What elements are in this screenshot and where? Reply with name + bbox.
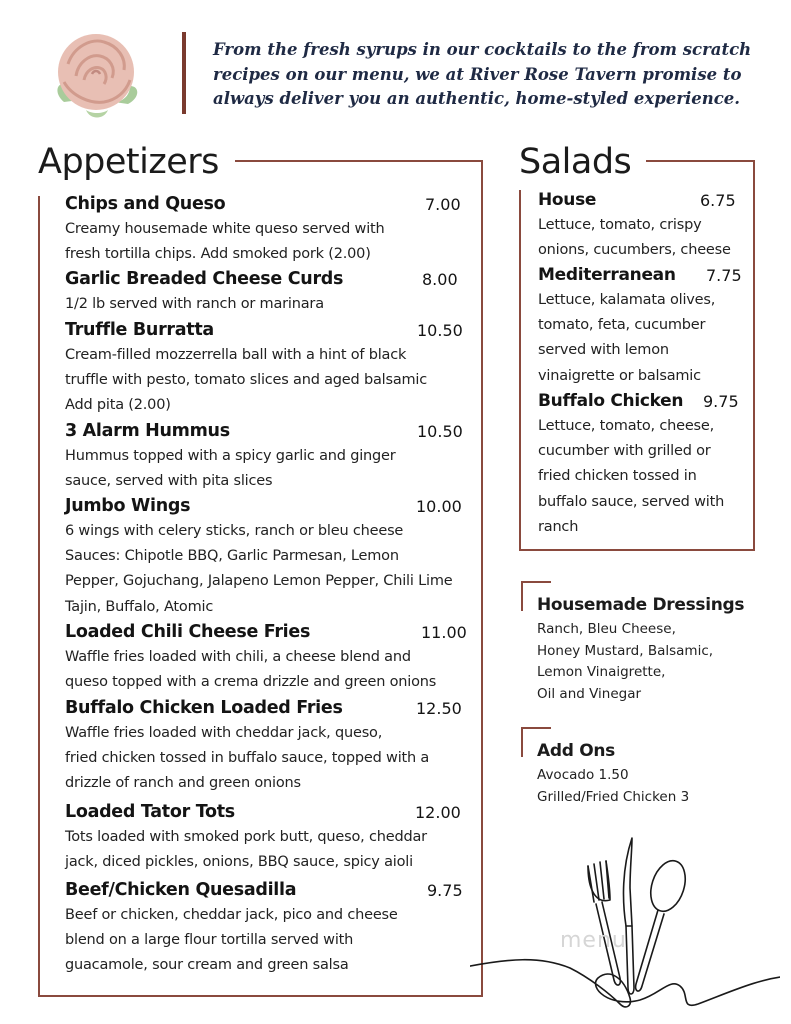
- item-name: House: [538, 190, 597, 210]
- item-desc: guacamole, sour cream and green salsa: [65, 957, 349, 974]
- dressing-line: Ranch, Bleu Cheese,: [537, 621, 676, 637]
- item-desc: vinaigrette or balsamic: [538, 367, 701, 384]
- cutlery-icon: [470, 828, 780, 1018]
- tagline-line: recipes on our menu, we at River Rose Tavern promise to: [213, 64, 742, 84]
- tagline-line: From the fresh syrups in our cocktails to the from scratch: [213, 40, 752, 59]
- item-desc: truffle with pesto, tomato slices and aged balsamic: [65, 372, 428, 389]
- menu-item: [65, 620, 465, 695]
- item-price: 7.00: [425, 195, 461, 214]
- addon-line: Grilled/Fried Chicken 3: [537, 788, 690, 805]
- header-divider: [182, 32, 186, 114]
- item-desc: Beef or chicken, cheddar jack, pico and cheese: [65, 907, 398, 923]
- appetizers-frame-bottom: [38, 995, 483, 997]
- item-desc: fried chicken tossed in: [538, 468, 697, 485]
- item-desc: 1/2 lb served with ranch or marinara: [65, 296, 324, 312]
- item-desc: ranch: [538, 518, 579, 535]
- salad-item: [538, 389, 738, 540]
- salads-title: Salads: [519, 142, 632, 182]
- item-price: 10.50: [417, 422, 463, 441]
- menu-item: [65, 696, 465, 797]
- item-desc: jack, diced pickles, onions, BBQ sauce, spicy aioli: [65, 854, 413, 871]
- item-desc: served with lemon: [538, 342, 669, 359]
- addon-line: Avocado 1.50: [537, 767, 629, 783]
- menu-item: [65, 318, 465, 419]
- item-desc: drizzle of ranch and green onions: [65, 775, 301, 792]
- item-price: 8.00: [422, 270, 458, 289]
- tagline: [213, 38, 773, 112]
- salads-frame-right: [753, 160, 755, 550]
- tagline-line: always deliver you an authentic, home-styled experience.: [213, 89, 741, 108]
- dressings-corner-top: [521, 581, 551, 583]
- appetizers-frame-top: [235, 160, 482, 162]
- dressings-section: [537, 594, 744, 705]
- item-price: 12.50: [416, 699, 462, 718]
- item-name: 3 Alarm Hummus: [65, 421, 230, 441]
- dressing-line: Lemon Vinaigrette,: [537, 664, 666, 680]
- menu-item: [65, 494, 465, 620]
- addons-title: Add Ons: [537, 741, 615, 761]
- item-price: 6.75: [700, 191, 736, 210]
- rose-icon: [46, 24, 146, 122]
- item-price: 10.00: [416, 497, 462, 516]
- menu-item: [65, 192, 465, 267]
- item-desc: fried chicken tossed in buffalo sauce, topped with a: [65, 750, 430, 767]
- salad-item: [538, 263, 742, 389]
- menu-item: [65, 800, 465, 875]
- addons-corner-left: [521, 727, 523, 757]
- item-desc: Hummus topped with a spicy garlic and ginger: [65, 448, 396, 464]
- salad-item: [538, 188, 738, 263]
- item-name: Beef/Chicken Quesadilla: [65, 880, 297, 900]
- item-desc: cucumber with grilled or: [538, 443, 711, 460]
- watermark: menu: [560, 928, 627, 953]
- item-desc: blend on a large flour tortilla served with: [65, 932, 354, 949]
- item-price: 11.00: [421, 623, 467, 642]
- item-desc: Creamy housemade white queso served with: [65, 221, 385, 237]
- item-name: Chips and Queso: [65, 194, 226, 214]
- appetizers-title: Appetizers: [38, 142, 219, 182]
- salads-frame-left: [519, 190, 521, 550]
- salads-frame-top: [646, 160, 754, 162]
- item-desc: queso topped with a crema drizzle and green onions: [65, 674, 437, 691]
- menu-item: [65, 419, 465, 494]
- item-desc: Waffle fries loaded with cheddar jack, queso,: [65, 725, 383, 741]
- item-name: Truffle Burratta: [65, 320, 214, 340]
- item-desc: sauce, served with pita slices: [65, 473, 273, 490]
- item-name: Buffalo Chicken Loaded Fries: [65, 698, 343, 718]
- item-desc: 6 wings with celery sticks, ranch or bleu cheese: [65, 523, 404, 539]
- item-desc: Waffle fries loaded with chili, a cheese blend and: [65, 649, 411, 665]
- item-name: Jumbo Wings: [65, 496, 191, 516]
- dressings-corner-left: [521, 581, 523, 611]
- item-name: Garlic Breaded Cheese Curds: [65, 269, 344, 289]
- item-desc: Lettuce, kalamata olives,: [538, 292, 716, 308]
- salads-frame-bottom: [519, 549, 755, 551]
- item-desc: Lettuce, tomato, cheese,: [538, 418, 715, 434]
- item-price: 10.50: [417, 321, 463, 340]
- item-price: 9.75: [427, 881, 463, 900]
- item-desc: onions, cucumbers, cheese: [538, 242, 731, 259]
- dressing-line: Honey Mustard, Balsamic,: [537, 642, 714, 659]
- dressings-title: Housemade Dressings: [537, 595, 745, 615]
- item-name: Loaded Tator Tots: [65, 802, 235, 822]
- item-desc: Tots loaded with smoked pork butt, queso, cheddar: [65, 829, 427, 845]
- item-desc: Cream-filled mozzerrella ball with a hint of black: [65, 347, 407, 363]
- item-desc: Sauces: Chipotle BBQ, Garlic Parmesan, Lemon: [65, 548, 399, 565]
- menu-item: [65, 878, 465, 979]
- item-price: 9.75: [703, 392, 739, 411]
- item-desc: Lettuce, tomato, crispy: [538, 217, 702, 233]
- addons-corner-top: [521, 727, 551, 729]
- item-desc: Add pita (2.00): [65, 397, 171, 414]
- item-name: Mediterranean: [538, 265, 676, 285]
- item-desc: tomato, feta, cucumber: [538, 317, 706, 334]
- item-name: Buffalo Chicken: [538, 391, 684, 411]
- appetizers-frame-left: [38, 196, 40, 996]
- dressing-line: Oil and Vinegar: [537, 685, 642, 702]
- item-price: 12.00: [415, 803, 461, 822]
- item-desc: Pepper, Gojuchang, Jalapeno Lemon Pepper, Chili Lime: [65, 573, 453, 590]
- item-price: 7.75: [706, 266, 742, 285]
- item-desc: buffalo sauce, served with: [538, 493, 725, 510]
- addons-section: [537, 740, 689, 808]
- item-desc: fresh tortilla chips. Add smoked pork (2.00): [65, 246, 371, 263]
- item-name: Loaded Chili Cheese Fries: [65, 622, 311, 642]
- item-desc: Tajin, Buffalo, Atomic: [65, 598, 214, 615]
- menu-item: [65, 267, 465, 317]
